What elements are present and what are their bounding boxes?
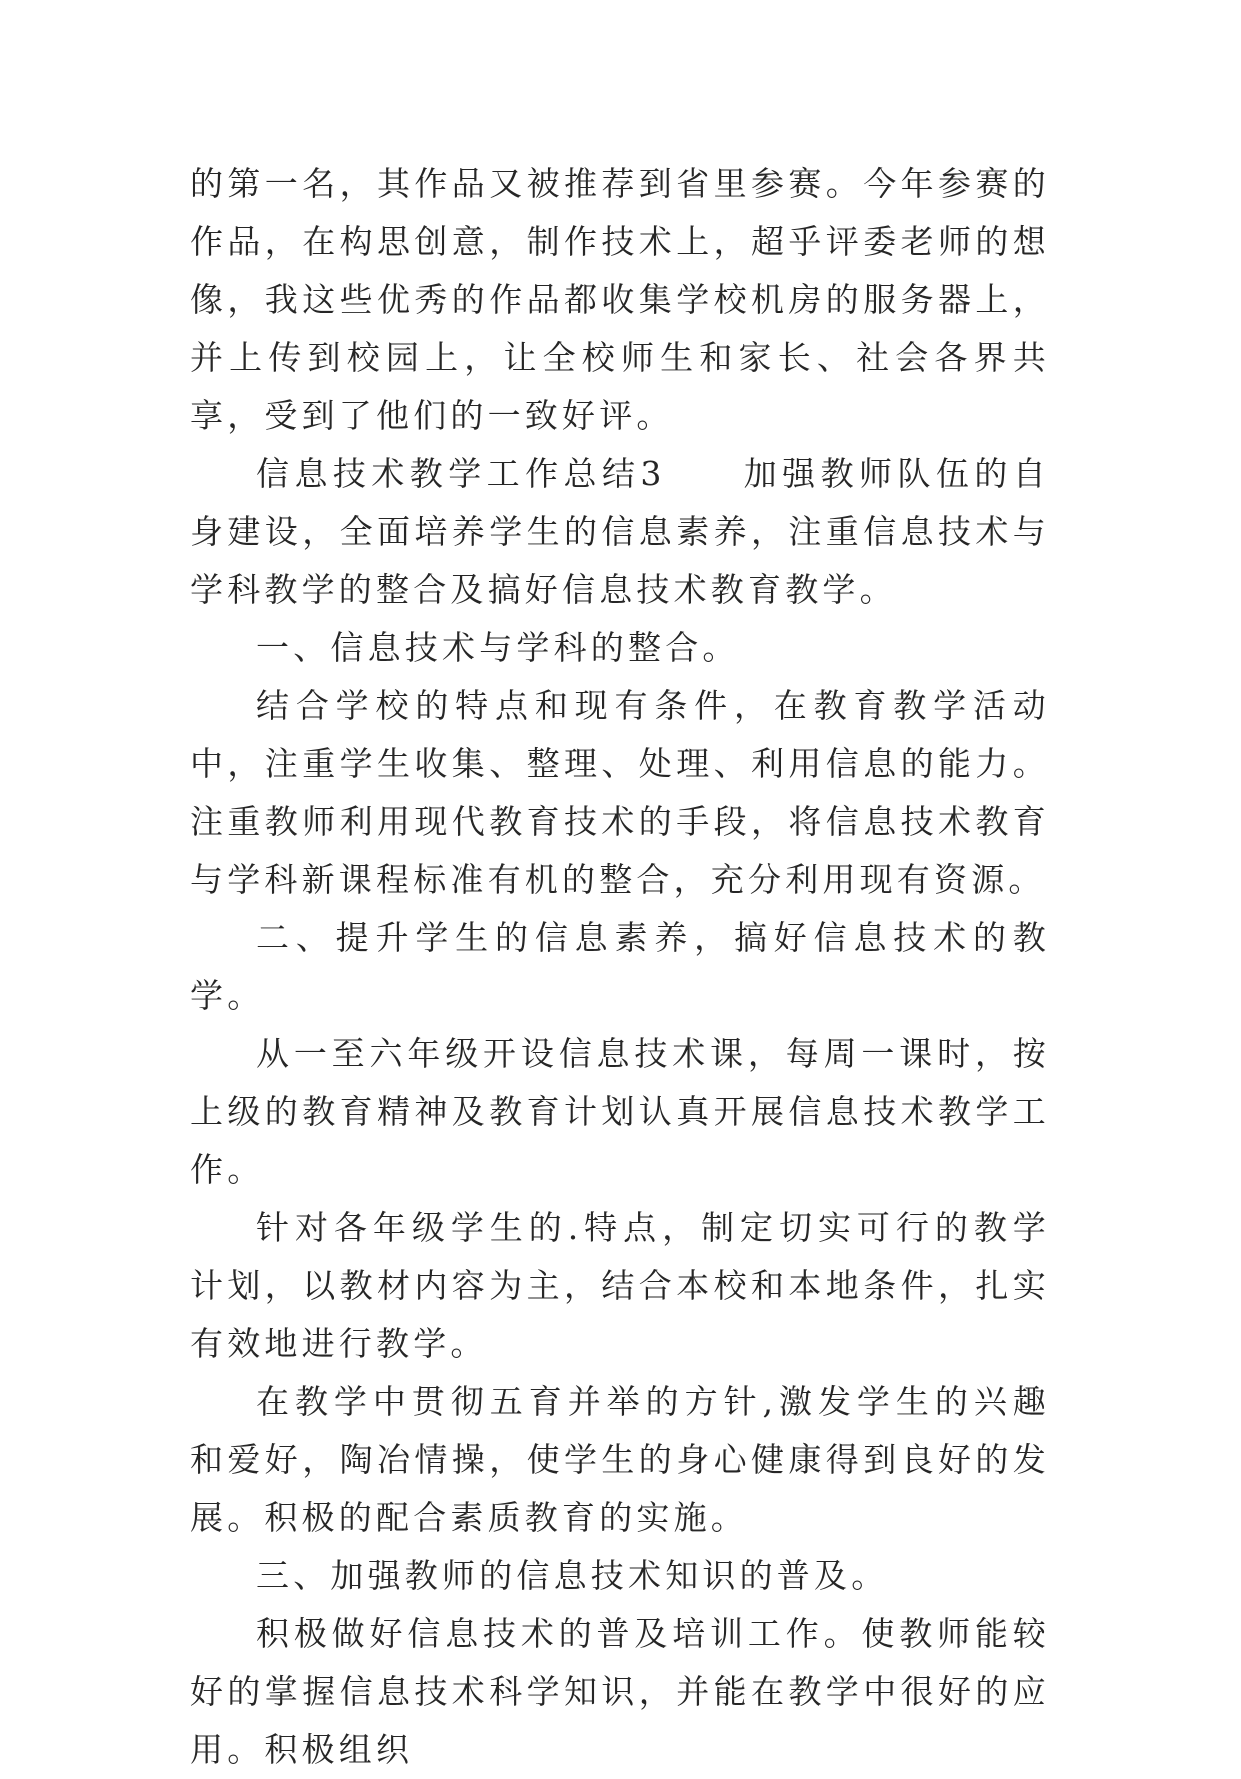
paragraph-5: 针对各年级学生的.特点，制定切实可行的教学计划，以教材内容为主，结合本校和本地条件，扎实有效地进行教学。 xyxy=(190,1208,1050,1363)
paragraph-3: 结合学校的特点和现有条件，在教育教学活动中，注重学生收集、整理、处理、利用信息的能力。注重教师利用现代教育技术的手段，将信息技术教育与学科新课程标准有机的整合，充分利用现有资源。 xyxy=(190,686,1050,899)
paragraph-1: 的第一名，其作品又被推荐到省里参赛。今年参赛的作品，在构思创意，制作技术上，超乎评委老师的想像，我这些优秀的作品都收集学校机房的服务器上，并上传到校园上，让全校师生和家长、社会各界共享，受到了他们的一致好评。 xyxy=(190,164,1050,435)
document-body xyxy=(190,155,1050,1779)
paragraph-4: 从一至六年级开设信息技术课，每周一课时，按上级的教育精神及教育计划认真开展信息技术教学工作。 xyxy=(190,1034,1050,1189)
section-heading-3: 三、加强教师的信息技术知识的普及。 xyxy=(256,1556,889,1595)
paragraph-6: 在教学中贯彻五育并举的方针,激发学生的兴趣和爱好，陶冶情操，使学生的身心健康得到良好的发展。积极的配合素质教育的实施。 xyxy=(190,1382,1050,1537)
paragraph-2: 信息技术教学工作总结3 加强教师队伍的自身建设，全面培养学生的信息素养，注重信息技术与学科教学的整合及搞好信息技术教育教学。 xyxy=(190,454,1050,609)
paragraph-7: 积极做好信息技术的普及培训工作。使教师能较好的掌握信息技术科学知识，并能在教学中很好的应用。积极组织 xyxy=(190,1614,1050,1769)
section-heading-2: 二、提升学生的信息素养，搞好信息技术的教学。 xyxy=(190,918,1050,1015)
section-heading-1: 一、信息技术与学科的整合。 xyxy=(256,628,740,667)
